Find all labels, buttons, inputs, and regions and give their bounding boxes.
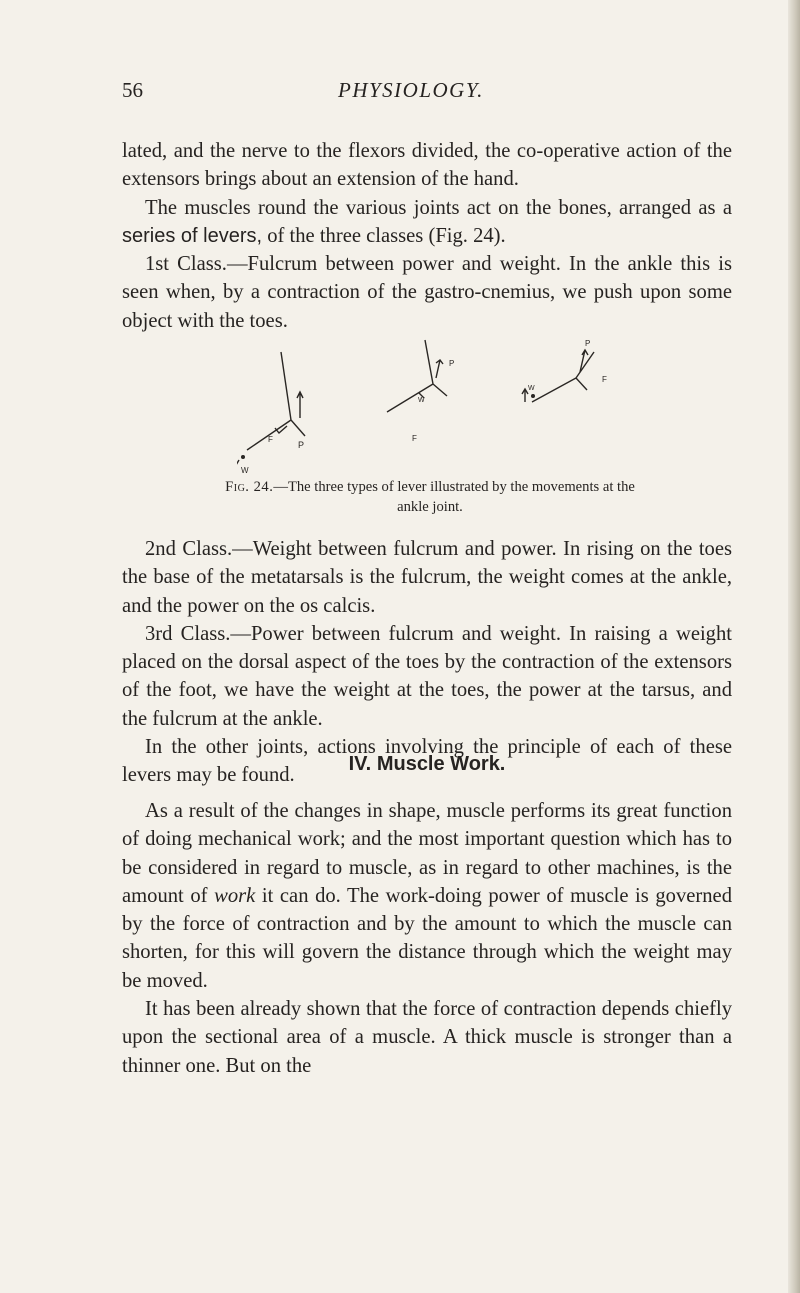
- label-f: F: [602, 375, 607, 384]
- body-text-bottom: [122, 797, 732, 1080]
- label-w: W: [528, 385, 535, 392]
- paragraph: As a result of the changes in shape, muscle performs its great function of doing mechanical work; and the most important question which has to be considered in regard to muscle, as in regard to other machines, is the amount of work it can do. The work-doing power of muscle is governed by the force of contraction and by the amount to which the muscle can shorten, for this will govern the distance through which the weight may be moved.: [122, 800, 732, 992]
- page-header: [122, 78, 732, 108]
- label-p: P: [585, 339, 591, 348]
- page-edge-shadow: [788, 0, 800, 1293]
- section-number: IV.: [348, 753, 372, 775]
- section-heading: [122, 753, 732, 776]
- paragraph: The muscles round the various joints act on the bones, arranged as a series of levers, of the three classes (Fig. 24).: [122, 196, 732, 247]
- label-w: W: [418, 397, 425, 404]
- paragraph: 2nd Class.—Weight between fulcrum and power. In rising on the toes the base of the metatarsals is the fulcrum, the weight comes at the ankle, and the power on the os calcis.: [122, 538, 732, 617]
- lever-diagrams: [237, 338, 637, 478]
- label-p: P: [449, 359, 455, 368]
- second-class-lever: [387, 340, 447, 412]
- lever-figure: [237, 338, 637, 478]
- paragraph: In the other joints, actions involving the principle of each of these levers may be found.: [122, 736, 732, 787]
- third-class-weight-dot: [531, 394, 535, 398]
- figure-caption: [210, 477, 650, 517]
- paragraph: 3rd Class.—Power between fulcrum and weight. In raising a weight placed on the dorsal aspect of the toes by the contraction of the extensors of the foot, we have the weight at the toes, the power at the tarsus, and the fulcrum at the ankle.: [122, 622, 732, 730]
- first-class-weight-dot: [241, 455, 245, 459]
- figure-number: Fig. 24.: [225, 479, 274, 495]
- paragraph: It has been already shown that the force of contraction depends chiefly upon the sectional area of a muscle. A thick muscle is stronger than a thinner one. But on the: [122, 998, 732, 1077]
- section-title: Muscle Work.: [376, 753, 506, 775]
- paragraph: lated, and the nerve to the flexors divided, the co-operative action of the extensors brings about an extension of the hand.: [122, 140, 732, 191]
- label-p: P: [298, 440, 305, 450]
- emphasized-term: series of levers,: [122, 224, 263, 247]
- first-class-weight-arrow: [237, 452, 239, 465]
- body-text-top: [122, 137, 732, 335]
- paragraph: 1st Class.—Fulcrum between power and weight. In the ankle this is seen when, by a contraction of the gastro-cnemius, we push upon some object with the toes.: [122, 253, 732, 332]
- body-text-middle: [122, 535, 732, 790]
- running-title: PHYSIOLOGY.: [338, 78, 484, 102]
- figure-caption-text: —The three types of lever illustrated by the movements at the ankle joint.: [273, 479, 635, 515]
- page-number: 56: [122, 78, 143, 102]
- label-f: F: [268, 435, 273, 444]
- label-f: F: [412, 434, 417, 443]
- label-w: W: [241, 466, 249, 475]
- emphasized-term: work: [214, 884, 256, 907]
- first-class-lever: [247, 352, 305, 450]
